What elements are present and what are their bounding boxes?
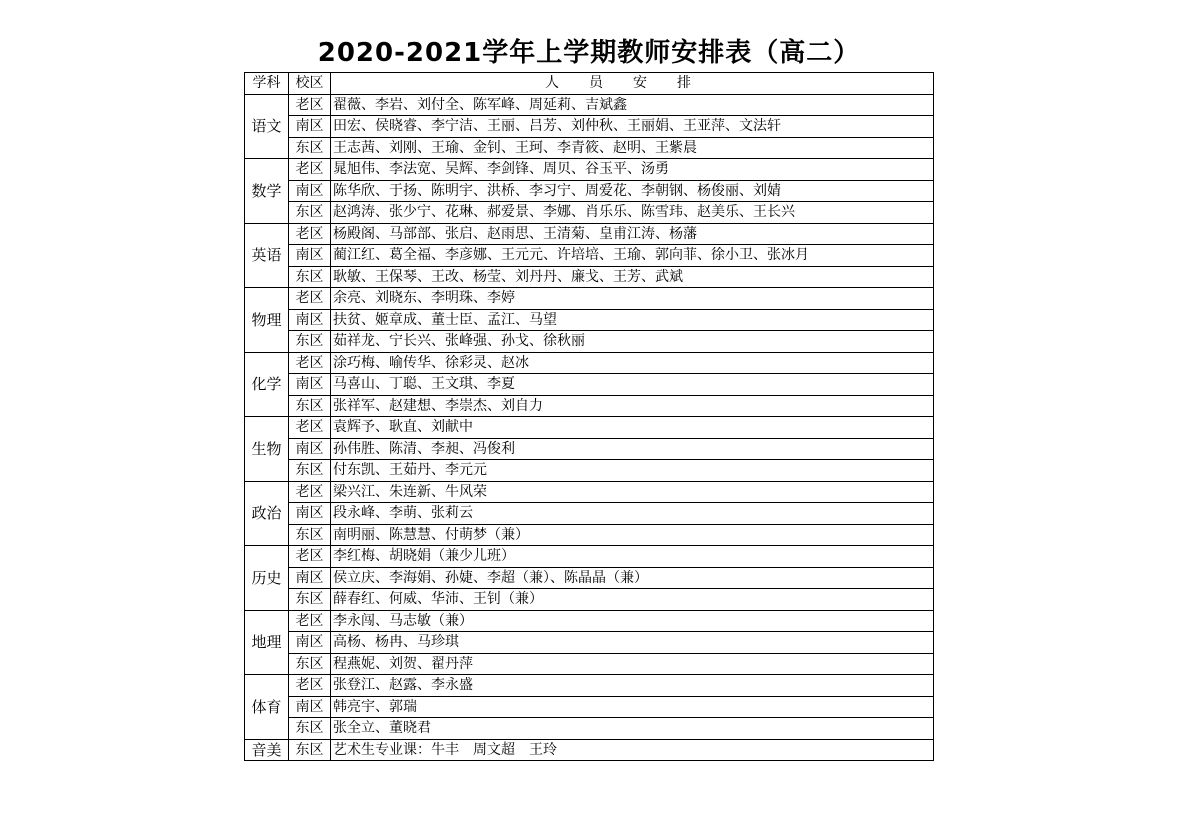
staff-cell: 李永闯、马志敏（兼）	[331, 610, 934, 632]
teacher-schedule-table	[244, 72, 934, 761]
table-row	[245, 481, 934, 503]
table-row	[245, 739, 934, 761]
campus-cell: 南区	[289, 632, 331, 654]
campus-cell: 南区	[289, 309, 331, 331]
table-row	[245, 245, 934, 267]
staff-cell: 马喜山、丁聪、王文琪、李夏	[331, 374, 934, 396]
table-row	[245, 159, 934, 181]
table-row	[245, 202, 934, 224]
subject-cell: 语文	[245, 94, 289, 159]
table-row	[245, 653, 934, 675]
table-row	[245, 288, 934, 310]
table-row	[245, 567, 934, 589]
table-row	[245, 395, 934, 417]
campus-cell: 东区	[289, 718, 331, 740]
table-row	[245, 696, 934, 718]
table-row	[245, 524, 934, 546]
staff-cell: 张全立、董晓君	[331, 718, 934, 740]
campus-cell: 东区	[289, 589, 331, 611]
subject-cell: 历史	[245, 546, 289, 611]
subject-cell: 生物	[245, 417, 289, 482]
staff-cell: 杨殿阁、马部部、张启、赵雨思、王清菊、皇甫江涛、杨藩	[331, 223, 934, 245]
staff-cell: 蔺江红、葛全福、李彦娜、王元元、许培培、王瑜、郭向菲、徐小卫、张冰月	[331, 245, 934, 267]
campus-cell: 东区	[289, 460, 331, 482]
table-row	[245, 331, 934, 353]
campus-cell: 南区	[289, 567, 331, 589]
table-row	[245, 718, 934, 740]
staff-cell: 薛春红、何威、华沛、王钊（兼）	[331, 589, 934, 611]
table-row	[245, 374, 934, 396]
campus-cell: 老区	[289, 546, 331, 568]
table-row	[245, 180, 934, 202]
staff-cell: 侯立庆、李海娟、孙婕、李超（兼）、陈晶晶（兼）	[331, 567, 934, 589]
staff-cell: 梁兴江、朱连新、牛风荣	[331, 481, 934, 503]
campus-cell: 老区	[289, 610, 331, 632]
table-row	[245, 309, 934, 331]
staff-cell: 付东凯、王茹丹、李元元	[331, 460, 934, 482]
staff-cell: 茹祥龙、宁长兴、张峰强、孙戈、徐秋丽	[331, 331, 934, 353]
table-body	[245, 94, 934, 761]
table-row	[245, 632, 934, 654]
staff-cell: 扶贫、姬章成、董士臣、孟江、马望	[331, 309, 934, 331]
table-row	[245, 137, 934, 159]
staff-cell: 高杨、杨冉、马珍琪	[331, 632, 934, 654]
table-row	[245, 417, 934, 439]
staff-cell: 李红梅、胡晓娟（兼少儿班）	[331, 546, 934, 568]
table-row	[245, 610, 934, 632]
table-row	[245, 675, 934, 697]
header-staff: 人员安排	[331, 73, 934, 95]
campus-cell: 老区	[289, 417, 331, 439]
campus-cell: 东区	[289, 395, 331, 417]
table-row	[245, 503, 934, 525]
staff-cell: 孙伟胜、陈清、李昶、冯俊利	[331, 438, 934, 460]
campus-cell: 南区	[289, 438, 331, 460]
campus-cell: 东区	[289, 137, 331, 159]
campus-cell: 老区	[289, 159, 331, 181]
table-row	[245, 546, 934, 568]
table-row	[245, 589, 934, 611]
campus-cell: 东区	[289, 653, 331, 675]
table-row	[245, 116, 934, 138]
subject-cell: 英语	[245, 223, 289, 288]
staff-cell: 艺术生专业课：牛丰 周文超 王玲	[331, 739, 934, 761]
campus-cell: 东区	[289, 202, 331, 224]
subject-cell: 政治	[245, 481, 289, 546]
campus-cell: 东区	[289, 739, 331, 761]
campus-cell: 老区	[289, 94, 331, 116]
subject-cell: 地理	[245, 610, 289, 675]
staff-cell: 南明丽、陈慧慧、付萌梦（兼）	[331, 524, 934, 546]
campus-cell: 东区	[289, 266, 331, 288]
campus-cell: 南区	[289, 116, 331, 138]
header-campus: 校区	[289, 73, 331, 95]
table-row	[245, 94, 934, 116]
subject-cell: 物理	[245, 288, 289, 353]
staff-cell: 王志茜、刘刚、王瑜、金钊、王珂、李青筱、赵明、王紫晨	[331, 137, 934, 159]
campus-cell: 东区	[289, 331, 331, 353]
staff-cell: 耿敏、王保琴、王改、杨莹、刘丹丹、廉戈、王芳、武斌	[331, 266, 934, 288]
staff-cell: 张登江、赵露、李永盛	[331, 675, 934, 697]
header-subject: 学科	[245, 73, 289, 95]
table-row	[245, 352, 934, 374]
subject-cell: 数学	[245, 159, 289, 224]
staff-cell: 张祥军、赵建想、李崇杰、刘自力	[331, 395, 934, 417]
campus-cell: 南区	[289, 245, 331, 267]
staff-cell: 田宏、侯晓睿、李宁洁、王丽、吕芳、刘仲秋、王丽娟、王亚萍、文法轩	[331, 116, 934, 138]
staff-cell: 韩亮宇、郭瑞	[331, 696, 934, 718]
staff-cell: 段永峰、李萌、张莉云	[331, 503, 934, 525]
campus-cell: 老区	[289, 352, 331, 374]
campus-cell: 南区	[289, 696, 331, 718]
campus-cell: 老区	[289, 223, 331, 245]
table-row	[245, 223, 934, 245]
staff-cell: 程燕妮、刘贺、翟丹萍	[331, 653, 934, 675]
subject-cell: 音美	[245, 739, 289, 761]
staff-cell: 涂巧梅、喻传华、徐彩灵、赵冰	[331, 352, 934, 374]
subject-cell: 体育	[245, 675, 289, 740]
staff-cell: 赵鸿涛、张少宁、花琳、郝爱景、李娜、肖乐乐、陈雪玮、赵美乐、王长兴	[331, 202, 934, 224]
table-header-row	[245, 73, 934, 95]
table-row	[245, 460, 934, 482]
campus-cell: 东区	[289, 524, 331, 546]
campus-cell: 老区	[289, 675, 331, 697]
table-row	[245, 438, 934, 460]
page-title: 2020-2021学年上学期教师安排表（高二）	[317, 38, 861, 68]
campus-cell: 南区	[289, 180, 331, 202]
staff-cell: 晁旭伟、李法宽、吴辉、李剑锋、周贝、谷玉平、汤勇	[331, 159, 934, 181]
campus-cell: 老区	[289, 288, 331, 310]
table-row	[245, 266, 934, 288]
staff-cell: 陈华欣、于扬、陈明宇、洪桥、李习宁、周爱花、李朝钢、杨俊丽、刘婧	[331, 180, 934, 202]
staff-cell: 翟薇、李岩、刘付全、陈军峰、周延莉、吉斌鑫	[331, 94, 934, 116]
staff-cell: 袁辉予、耿直、刘献中	[331, 417, 934, 439]
subject-cell: 化学	[245, 352, 289, 417]
campus-cell: 南区	[289, 503, 331, 525]
staff-cell: 余亮、刘晓东、李明珠、李婷	[331, 288, 934, 310]
campus-cell: 南区	[289, 374, 331, 396]
campus-cell: 老区	[289, 481, 331, 503]
